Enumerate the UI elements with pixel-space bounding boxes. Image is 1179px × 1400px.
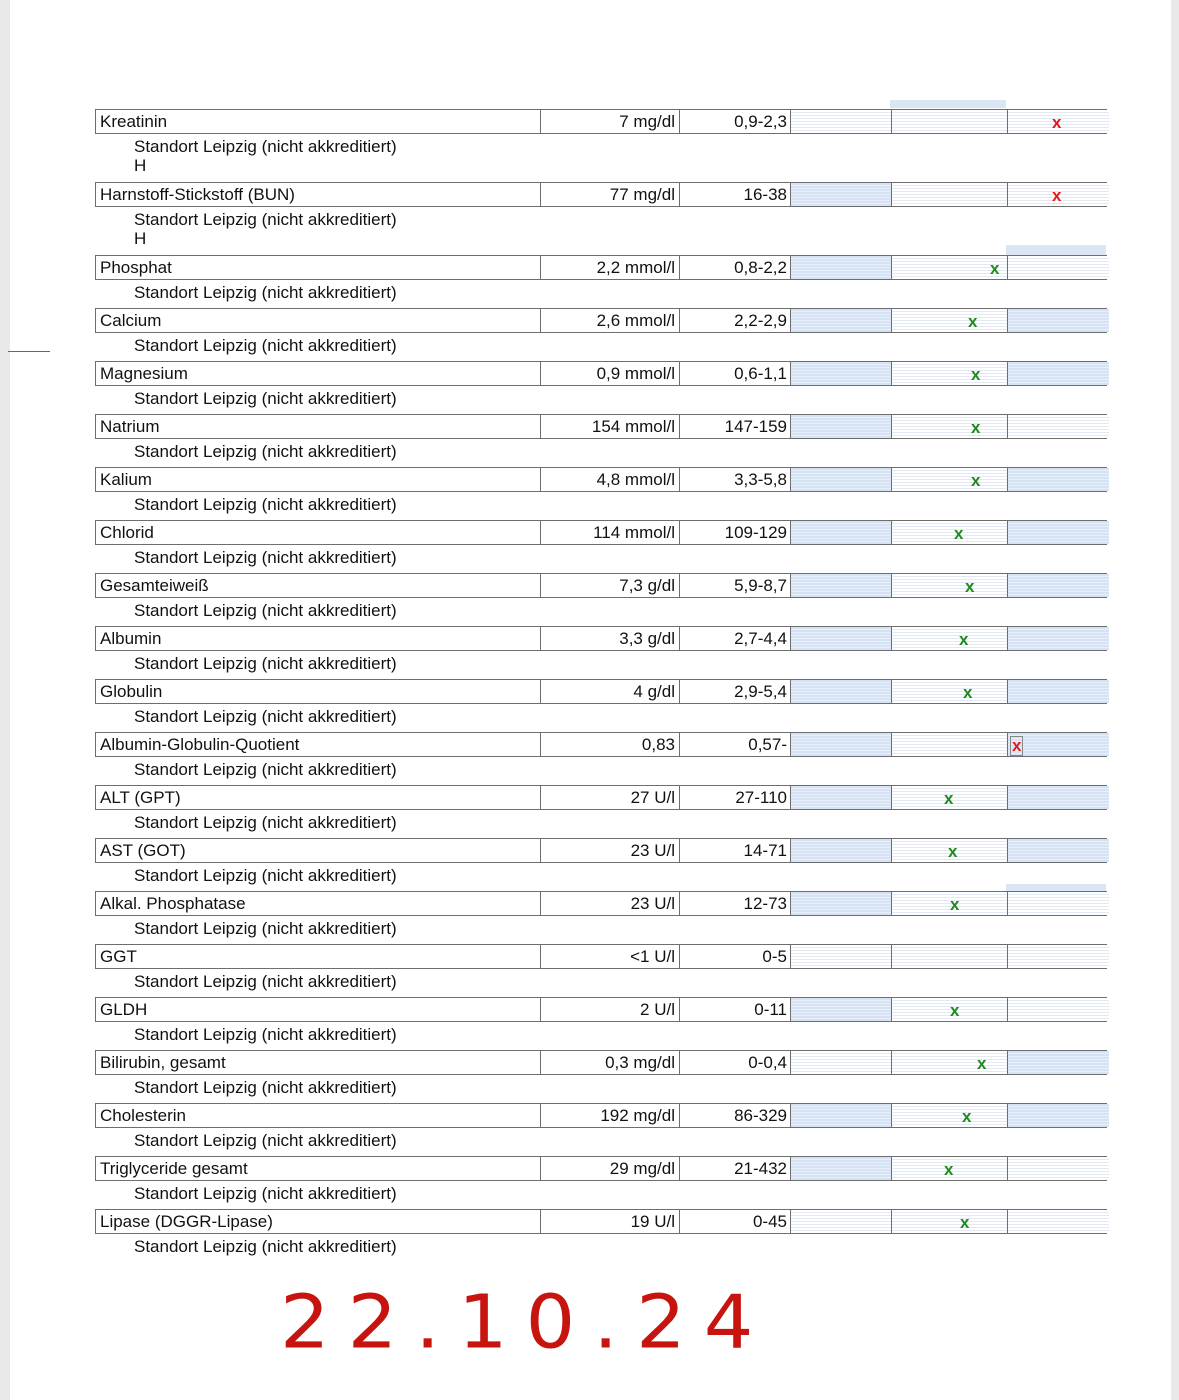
margin-line [8,351,50,352]
location-note [95,280,1107,308]
parameter-name: Bilirubin, gesamt [96,1051,541,1074]
range-normal-cell [892,521,1008,544]
result-value: 4 g/dl [541,680,680,703]
range-low-cell [791,1104,892,1127]
parameter-name: GLDH [96,998,541,1021]
range-high-cell [1008,183,1109,206]
page-edge-right [1171,0,1179,1400]
result-entry [95,520,1107,573]
range-normal-cell [892,183,1008,206]
handwritten-date: 22.10.24 [280,1280,772,1366]
location-note [95,704,1107,732]
table-row [95,997,1107,1022]
reference-range: 0-5 [680,945,791,968]
result-value: 0,83 [541,733,680,756]
location-text: Standort Leipzig (nicht akkreditiert) [134,866,397,885]
location-note [95,916,1107,944]
range-normal-cell [892,892,1008,915]
range-normal-cell [892,945,1008,968]
range-low-cell [791,839,892,862]
result-entry [95,732,1107,785]
in-range-marker: x [948,842,958,861]
table-row [95,732,1107,757]
range-normal-cell [892,1157,1008,1180]
table-row [95,109,1107,134]
reference-range: 0,57- [680,733,791,756]
reference-range: 2,9-5,4 [680,680,791,703]
page-edge-left [0,0,10,1400]
high-flag: H [134,229,147,248]
result-value: 0,3 mg/dl [541,1051,680,1074]
result-value: 23 U/l [541,839,680,862]
result-value: <1 U/l [541,945,680,968]
range-normal-cell [892,1051,1008,1074]
range-normal-cell [892,415,1008,438]
parameter-name: Phosphat [96,256,541,279]
range-normal-cell [892,256,1008,279]
parameter-name: Albumin-Globulin-Quotient [96,733,541,756]
result-entry [95,944,1107,997]
reference-range: 14-71 [680,839,791,862]
range-normal-cell [892,627,1008,650]
parameter-name: AST (GOT) [96,839,541,862]
location-text: Standort Leipzig (nicht akkreditiert) [134,1131,397,1150]
location-text: Standort Leipzig (nicht akkreditiert) [134,495,397,514]
parameter-name: ALT (GPT) [96,786,541,809]
in-range-marker: x [954,524,964,543]
table-row [95,891,1107,916]
table-row [95,361,1107,386]
location-text: Standort Leipzig (nicht akkreditiert) [134,813,397,832]
table-row [95,626,1107,651]
range-low-cell [791,627,892,650]
result-entry [95,109,1107,182]
result-value: 23 U/l [541,892,680,915]
range-low-cell [791,574,892,597]
reference-range: 0,8-2,2 [680,256,791,279]
range-high-cell [1008,468,1109,491]
range-low-cell [791,1051,892,1074]
reference-range: 2,2-2,9 [680,309,791,332]
location-note [95,1128,1107,1156]
range-low-cell [791,256,892,279]
range-low-cell [791,1157,892,1180]
result-entry [95,1103,1107,1156]
in-range-marker: x [990,259,1000,278]
in-range-marker: x [977,1054,987,1073]
result-entry [95,308,1107,361]
table-row [95,1209,1107,1234]
result-entry [95,467,1107,520]
result-value: 77 mg/dl [541,183,680,206]
location-text: Standort Leipzig (nicht akkreditiert) [134,972,397,991]
parameter-name: Triglyceride gesamt [96,1157,541,1180]
range-low-cell [791,786,892,809]
parameter-name: Cholesterin [96,1104,541,1127]
range-high-cell [1008,1157,1109,1180]
result-value: 192 mg/dl [541,1104,680,1127]
parameter-name: GGT [96,945,541,968]
result-value: 7 mg/dl [541,110,680,133]
range-normal-cell [892,786,1008,809]
location-text: Standort Leipzig (nicht akkreditiert) [134,137,397,156]
out-of-range-marker: x [1052,186,1062,205]
range-normal-cell [892,309,1008,332]
location-text: Standort Leipzig (nicht akkreditiert) [134,1025,397,1044]
table-row [95,255,1107,280]
parameter-name: Natrium [96,415,541,438]
range-low-cell [791,680,892,703]
out-of-range-marker: x [1052,113,1062,132]
location-note [95,492,1107,520]
location-note [95,1234,1107,1262]
result-entry [95,361,1107,414]
result-entry [95,626,1107,679]
range-high-cell [1008,733,1109,756]
range-high-cell [1008,627,1109,650]
reference-range: 147-159 [680,415,791,438]
range-low-cell [791,362,892,385]
location-text: Standort Leipzig (nicht akkreditiert) [134,707,397,726]
location-note [95,333,1107,361]
range-high-cell [1008,574,1109,597]
in-range-marker: x [971,418,981,437]
range-high-cell [1008,1210,1109,1233]
result-entry [95,414,1107,467]
parameter-name: Albumin [96,627,541,650]
location-text: Standort Leipzig (nicht akkreditiert) [134,760,397,779]
result-entry [95,891,1107,944]
location-text: Standort Leipzig (nicht akkreditiert) [134,283,397,302]
range-low-cell [791,521,892,544]
result-value: 154 mmol/l [541,415,680,438]
in-range-marker: x [944,789,954,808]
parameter-name: Alkal. Phosphatase [96,892,541,915]
location-text: Standort Leipzig (nicht akkreditiert) [134,1078,397,1097]
result-value: 27 U/l [541,786,680,809]
parameter-name: Gesamteiweiß [96,574,541,597]
location-note [95,545,1107,573]
range-low-cell [791,892,892,915]
range-low-cell [791,945,892,968]
range-normal-cell [892,362,1008,385]
in-range-marker: x [950,1001,960,1020]
range-low-cell [791,415,892,438]
range-high-cell [1008,945,1109,968]
range-high-cell [1008,309,1109,332]
range-low-cell [791,110,892,133]
table-row [95,1156,1107,1181]
range-low-cell [791,1210,892,1233]
range-normal-cell [892,998,1008,1021]
range-low-cell [791,998,892,1021]
parameter-name: Magnesium [96,362,541,385]
reference-range: 16-38 [680,183,791,206]
location-text: Standort Leipzig (nicht akkreditiert) [134,389,397,408]
result-entry [95,1050,1107,1103]
reference-range: 5,9-8,7 [680,574,791,597]
result-entry [95,679,1107,732]
reference-range: 27-110 [680,786,791,809]
result-value: 3,3 g/dl [541,627,680,650]
range-high-cell [1008,680,1109,703]
result-entry [95,1156,1107,1209]
result-entry [95,1209,1107,1262]
location-text: Standort Leipzig (nicht akkreditiert) [134,654,397,673]
table-row [95,785,1107,810]
location-note [95,969,1107,997]
range-normal-cell [892,733,1008,756]
parameter-name: Harnstoff-Stickstoff (BUN) [96,183,541,206]
location-text: Standort Leipzig (nicht akkreditiert) [134,442,397,461]
location-note [95,757,1107,785]
location-note [95,1181,1107,1209]
reference-range: 12-73 [680,892,791,915]
range-normal-cell [892,110,1008,133]
range-low-cell [791,309,892,332]
in-range-marker: x [965,577,975,596]
location-text: Standort Leipzig (nicht akkreditiert) [134,548,397,567]
range-low-cell [791,733,892,756]
table-row [95,182,1107,207]
result-value: 19 U/l [541,1210,680,1233]
reference-range: 3,3-5,8 [680,468,791,491]
location-note [95,1075,1107,1103]
parameter-name: Kreatinin [96,110,541,133]
out-of-range-marker: x [1012,736,1022,755]
table-row [95,467,1107,492]
parameter-name: Lipase (DGGR-Lipase) [96,1210,541,1233]
in-range-marker: x [950,895,960,914]
result-value: 2,2 mmol/l [541,256,680,279]
range-normal-cell [892,839,1008,862]
location-note [95,386,1107,414]
result-value: 2 U/l [541,998,680,1021]
range-high-cell [1008,998,1109,1021]
table-row [95,573,1107,598]
result-entry [95,838,1107,891]
reference-range: 0-11 [680,998,791,1021]
table-row [95,1050,1107,1075]
result-entry [95,785,1107,838]
location-note [95,1022,1107,1050]
location-note [95,598,1107,626]
location-text: Standort Leipzig (nicht akkreditiert) [134,919,397,938]
range-high-cell [1008,892,1109,915]
in-range-marker: x [963,683,973,702]
range-high-cell [1008,521,1109,544]
table-row [95,944,1107,969]
range-high-cell [1008,256,1109,279]
in-range-marker: x [944,1160,954,1179]
table-row [95,838,1107,863]
table-row [95,520,1107,545]
result-value: 0,9 mmol/l [541,362,680,385]
in-range-marker: x [971,365,981,384]
reference-range: 0-0,4 [680,1051,791,1074]
location-text: Standort Leipzig (nicht akkreditiert) [134,336,397,355]
location-text: Standort Leipzig (nicht akkreditiert) [134,1237,397,1256]
lab-results-table [95,109,1107,1262]
reference-range: 21-432 [680,1157,791,1180]
range-normal-cell [892,468,1008,491]
range-normal-cell [892,1210,1008,1233]
result-entry [95,255,1107,308]
high-flag: H [134,156,147,175]
range-high-cell [1008,362,1109,385]
range-low-cell [791,468,892,491]
table-row [95,1103,1107,1128]
result-entry [95,573,1107,626]
result-entry [95,182,1107,255]
location-note [95,651,1107,679]
in-range-marker: x [962,1107,972,1126]
result-value: 114 mmol/l [541,521,680,544]
table-row [95,414,1107,439]
range-high-cell [1008,839,1109,862]
parameter-name: Chlorid [96,521,541,544]
location-text: Standort Leipzig (nicht akkreditiert) [134,1184,397,1203]
location-text: Standort Leipzig (nicht akkreditiert) [134,601,397,620]
range-high-cell [1008,1104,1109,1127]
reference-range: 0,6-1,1 [680,362,791,385]
in-range-marker: x [960,1213,970,1232]
range-low-cell [791,183,892,206]
location-note [95,207,1107,255]
parameter-name: Globulin [96,680,541,703]
in-range-marker: x [971,471,981,490]
result-value: 7,3 g/dl [541,574,680,597]
range-high-cell [1008,786,1109,809]
range-high-cell [1008,110,1109,133]
location-text: Standort Leipzig (nicht akkreditiert) [134,210,397,229]
result-entry [95,997,1107,1050]
location-note [95,439,1107,467]
range-high-cell [1008,1051,1109,1074]
reference-range: 0-45 [680,1210,791,1233]
table-row [95,308,1107,333]
location-note [95,134,1107,182]
in-range-marker: x [959,630,969,649]
result-value: 2,6 mmol/l [541,309,680,332]
parameter-name: Kalium [96,468,541,491]
cell-highlight [890,100,1006,108]
parameter-name: Calcium [96,309,541,332]
result-value: 4,8 mmol/l [541,468,680,491]
table-row [95,679,1107,704]
range-normal-cell [892,680,1008,703]
location-note [95,810,1107,838]
range-normal-cell [892,1104,1008,1127]
in-range-marker: x [968,312,978,331]
range-high-cell [1008,415,1109,438]
result-value: 29 mg/dl [541,1157,680,1180]
range-normal-cell [892,574,1008,597]
reference-range: 2,7-4,4 [680,627,791,650]
location-note [95,863,1107,891]
reference-range: 0,9-2,3 [680,110,791,133]
reference-range: 86-329 [680,1104,791,1127]
reference-range: 109-129 [680,521,791,544]
